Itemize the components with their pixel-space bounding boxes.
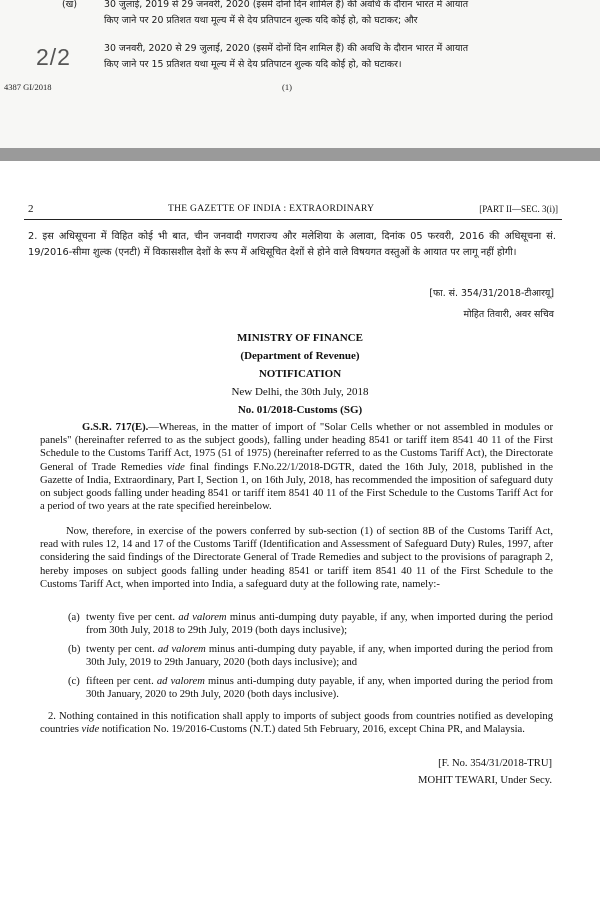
page-separator (0, 148, 600, 161)
list-item: (a) twenty five per cent. ad valorem minus anti-dumping duty payable, if any, when imported during the period from 30th July, 2018 to 29th July, 2019 (both days inclusive); (68, 612, 553, 637)
ministry-heading: MINISTRY OF FINANCE (237, 332, 363, 344)
header-rule (24, 219, 562, 220)
hindi-signatory: मोहित तिवारी, अवर सचिव (463, 309, 554, 320)
notification-number: No. 01/2018-Customs (SG) (237, 404, 363, 416)
gazette-title: THE GAZETTE OF INDIA : EXTRAORDINARY (168, 204, 375, 214)
notice-paragraph-2: Now, therefore, in exercise of the powers conferred by sub-section (1) of section 8B of the Customs Tariff Act, read with rules 12, 14 and 17 of the Customs Tariff (Identification and Assessment of Safeguard Duty) Rules, 1997, after considering the said findings of the Directorate General of Trade Remedies and subject to the provisions of paragraph 2, hereby imposes on subject goods falling under heading 8541 or tariff item 8541 40 11 of the First Schedule to the Customs Tariff Act, when imported into India, a safeguard duty at the following rate, namely:- (40, 526, 553, 590)
page-count-badge: 2/2 (36, 44, 71, 70)
running-header (28, 203, 558, 219)
footer-page-number: (1) (282, 82, 292, 92)
list-item: (b) twenty per cent. ad valorem minus anti-dumping duty payable, if any, when imported during the period from 30th July, 2019 to 29th January, 2020 (both days inclusive); and (68, 644, 553, 669)
gsr-number: G.S.R. 717(E). (82, 422, 149, 433)
notification-heading: NOTIFICATION (258, 368, 342, 380)
signatory: MOHIT TEWARI, Under Secy. (418, 775, 552, 786)
previous-page-fragment (0, 0, 600, 148)
hindi-line-2: किए जाने पर 20 प्रतिशत यथा मूल्य में से देय प्रतिपाटन शुल्क यदि कोई हो, को घटाकर; और (104, 15, 418, 26)
hindi-item-marker: (ख) (62, 0, 77, 10)
page-number: 2 (28, 203, 34, 215)
notice-paragraph-1: G.S.R. 717(E).—Whereas, in the matter of import of "Solar Cells whether or not assembled in modules or panels" (hereinafter referred to as the subject goods), falling under heading 8541 or tariff item 8541 40 11 of the First Schedule to the Customs Tariff Act, 1975 (51 of 1975) (hereinafter referred to as the Customs Tariff Act), the Directorate General of Trade Remedies vide final findings F.No.22/1/2018-DGTR, dated the 16th July, 2018, published in the Gazette of India, Extraordinary, Part I, Section 1, on 16th July, 2018, has recommended the imposition of safeguard duty on subject goods falling under heading 8541 or tariff item 8541 40 11 of the First Schedule to the Customs Tariff Act for a period of two years at the rate specified hereinbelow. (40, 422, 553, 513)
hindi-line-4: किए जाने पर 15 प्रतिशत यथा मूल्य में से देय प्रतिपाटन शुल्क यदि कोई हो, को घटाकर। (104, 59, 402, 70)
hindi-line-1: 30 जुलाई, 2019 से 29 जनवरी, 2020 (इसमें दोनों दिन शामिल हैं) की अवधि के दौरान भारत में आयात (104, 0, 469, 10)
footer-code: 4387 GI/2018 (4, 82, 52, 92)
hindi-line-3: 30 जनवरी, 2020 से 29 जुलाई, 2020 (इसमें दोनों दिन शामिल हैं) की अवधि के दौरान भारत में आयात (104, 43, 469, 54)
department-heading: (Department of Revenue) (240, 350, 360, 362)
gazette-part: [PART II—SEC. 3(i)] (479, 204, 558, 214)
place-date: New Delhi, the 30th July, 2018 (231, 386, 369, 398)
hindi-file-number: [फा. सं. 354/31/2018-टीआरयू] (429, 288, 554, 299)
file-number: [F. No. 354/31/2018-TRU] (438, 758, 552, 769)
hindi-paragraph: 2. इस अधिसूचना में विहित कोई भी बात, चीन जनवादी गणराज्य और मलेशिया के अलावा, दिनांक 05 फरवरी, 2016 की अधिसूचना सं. 19/2016-सीमा शुल्क (एनटी) में विकासशील देशों के रूप में अधिसूचित देशों से होने वाले विषयगत वस्तुओं के आयात पर लागू नहीं होगी। (28, 231, 556, 258)
gazette-page (0, 161, 600, 920)
list-item: (c) fifteen per cent. ad valorem minus anti-dumping duty payable, if any, when imported during the period from 30th January, 2020 to 29th July, 2020 (both days inclusive). (68, 676, 553, 701)
notice-paragraph-3: 2. Nothing contained in this notification shall apply to imports of subject goods from countries notified as developing countries vide notification No. 19/2016-Customs (N.T.) dated 5th February, 2016, except China PR, and Malaysia. (40, 711, 553, 736)
